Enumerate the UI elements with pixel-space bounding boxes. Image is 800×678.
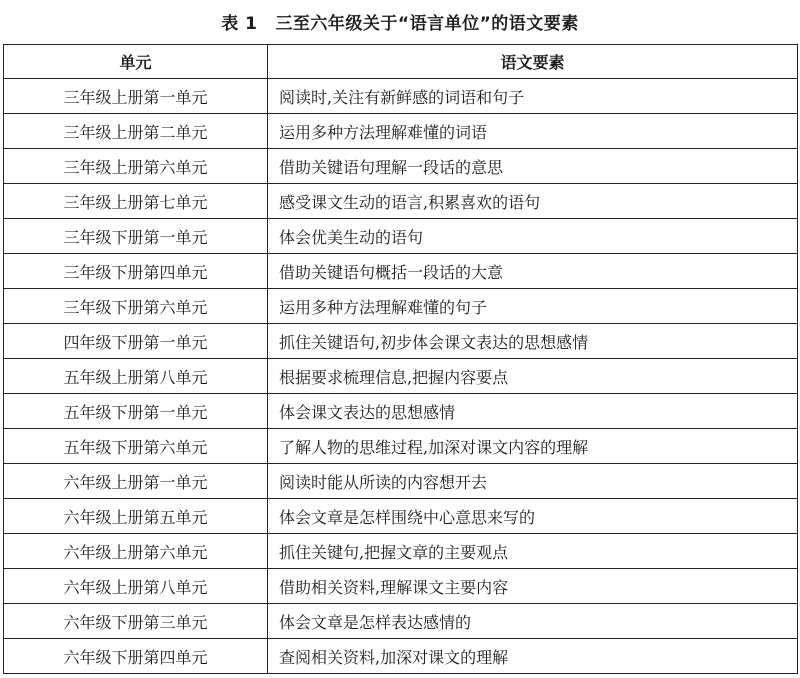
- cell-unit: 三年级上册第六单元: [4, 149, 268, 184]
- cell-unit: 五年级下册第一单元: [4, 394, 268, 429]
- cell-unit: 三年级下册第四单元: [4, 254, 268, 289]
- table-row: [4, 464, 798, 499]
- cell-element: 体会优美生动的语句: [268, 219, 798, 254]
- cell-element: 借助关键语句理解一段话的意思: [268, 149, 798, 184]
- table-container: [3, 44, 797, 674]
- cell-element: 感受课文生动的语言,积累喜欢的语句: [268, 184, 798, 219]
- cell-element: 抓住关键句,把握文章的主要观点: [268, 534, 798, 569]
- table-row: [4, 394, 798, 429]
- cell-element: 借助相关资料,理解课文主要内容: [268, 569, 798, 604]
- table-row: [4, 639, 798, 674]
- table-body: [4, 79, 798, 674]
- table-caption: [0, 9, 800, 34]
- table-row: [4, 604, 798, 639]
- table-row: [4, 359, 798, 394]
- cell-element: 运用多种方法理解难懂的词语: [268, 114, 798, 149]
- cell-element: 查阅相关资料,加深对课文的理解: [268, 639, 798, 674]
- cell-element: 体会文章是怎样围绕中心意思来写的: [268, 499, 798, 534]
- cell-unit: 三年级上册第七单元: [4, 184, 268, 219]
- cell-element: 阅读时,关注有新鲜感的词语和句子: [268, 79, 798, 114]
- table-row: [4, 114, 798, 149]
- table-number: 表 1: [221, 14, 258, 34]
- cell-unit: 五年级下册第六单元: [4, 429, 268, 464]
- cell-unit: 三年级下册第一单元: [4, 219, 268, 254]
- cell-unit: 六年级下册第四单元: [4, 639, 268, 674]
- table-row: [4, 289, 798, 324]
- table-row: [4, 79, 798, 114]
- table-title: 三至六年级关于“语言单位”的语文要素: [275, 14, 579, 34]
- cell-unit: 三年级上册第一单元: [4, 79, 268, 114]
- cell-element: 运用多种方法理解难懂的句子: [268, 289, 798, 324]
- column-header-unit: 单元: [4, 45, 268, 79]
- cell-unit: 六年级上册第一单元: [4, 464, 268, 499]
- cell-element: 抓住关键语句,初步体会课文表达的思想感情: [268, 324, 798, 359]
- cell-unit: 三年级上册第二单元: [4, 114, 268, 149]
- language-unit-elements-table: [3, 44, 798, 674]
- cell-element: 了解人物的思维过程,加深对课文内容的理解: [268, 429, 798, 464]
- cell-unit: 六年级上册第八单元: [4, 569, 268, 604]
- column-header-element: 语文要素: [268, 45, 798, 79]
- table-row: [4, 499, 798, 534]
- cell-unit: 六年级下册第三单元: [4, 604, 268, 639]
- table-row: [4, 324, 798, 359]
- cell-unit: 三年级下册第六单元: [4, 289, 268, 324]
- table-row: [4, 534, 798, 569]
- cell-unit: 五年级上册第八单元: [4, 359, 268, 394]
- cell-element: 体会课文表达的思想感情: [268, 394, 798, 429]
- cell-element: 阅读时能从所读的内容想开去: [268, 464, 798, 499]
- table-row: [4, 219, 798, 254]
- cell-unit: 六年级上册第六单元: [4, 534, 268, 569]
- cell-element: 根据要求梳理信息,把握内容要点: [268, 359, 798, 394]
- table-header-row: [4, 45, 798, 79]
- cell-unit: 六年级上册第五单元: [4, 499, 268, 534]
- table-row: [4, 254, 798, 289]
- cell-unit: 四年级下册第一单元: [4, 324, 268, 359]
- cell-element: 借助关键语句概括一段话的大意: [268, 254, 798, 289]
- table-row: [4, 184, 798, 219]
- table-row: [4, 569, 798, 604]
- table-row: [4, 149, 798, 184]
- cell-element: 体会文章是怎样表达感情的: [268, 604, 798, 639]
- table-row: [4, 429, 798, 464]
